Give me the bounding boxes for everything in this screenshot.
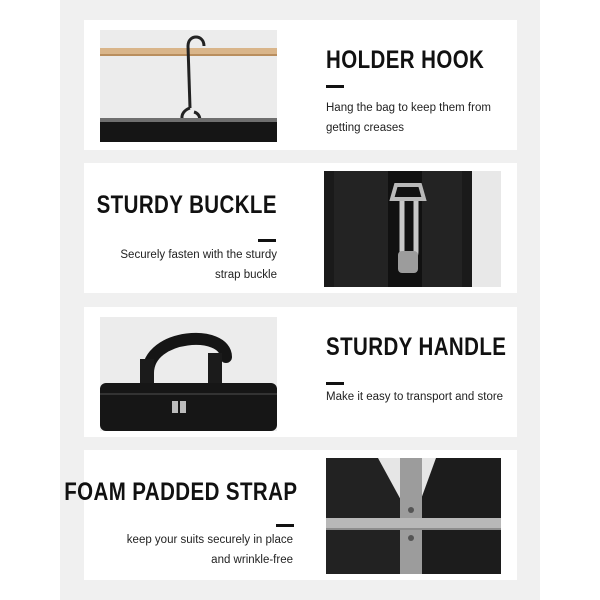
handle-photo [100, 317, 277, 431]
title-underline [326, 85, 344, 88]
feature-card-holder-hook [84, 20, 517, 150]
hook-photo [100, 30, 277, 142]
feature-title: STURDY BUCKLE [96, 191, 277, 219]
feature-description [127, 530, 293, 570]
description-line: keep your suits securely in place [126, 534, 293, 546]
feature-title: STURDY HANDLE [326, 333, 507, 361]
title-underline [258, 239, 276, 242]
feature-card-foam-padded-strap [63, 450, 517, 580]
description-line: Hang the bag to keep them from [326, 102, 491, 114]
title-underline [326, 382, 344, 385]
feature-description [120, 245, 277, 285]
feature-card-sturdy-handle [84, 307, 517, 437]
buckle-photo [324, 171, 501, 287]
feature-description [326, 387, 503, 407]
description-line: and wrinkle-free [211, 554, 293, 566]
description-line: Securely fasten with the sturdy [120, 249, 277, 261]
feature-title: HOLDER HOOK [326, 46, 485, 74]
feature-card-sturdy-buckle [84, 163, 517, 293]
feature-description [326, 98, 491, 138]
strap-photo [326, 458, 501, 574]
description-line: strap buckle [214, 269, 277, 281]
description-line: getting creases [326, 122, 404, 134]
title-underline [276, 524, 294, 527]
description-line: Make it easy to transport and store [326, 391, 504, 403]
feature-title: FOAM PADDED STRAP [63, 478, 297, 506]
